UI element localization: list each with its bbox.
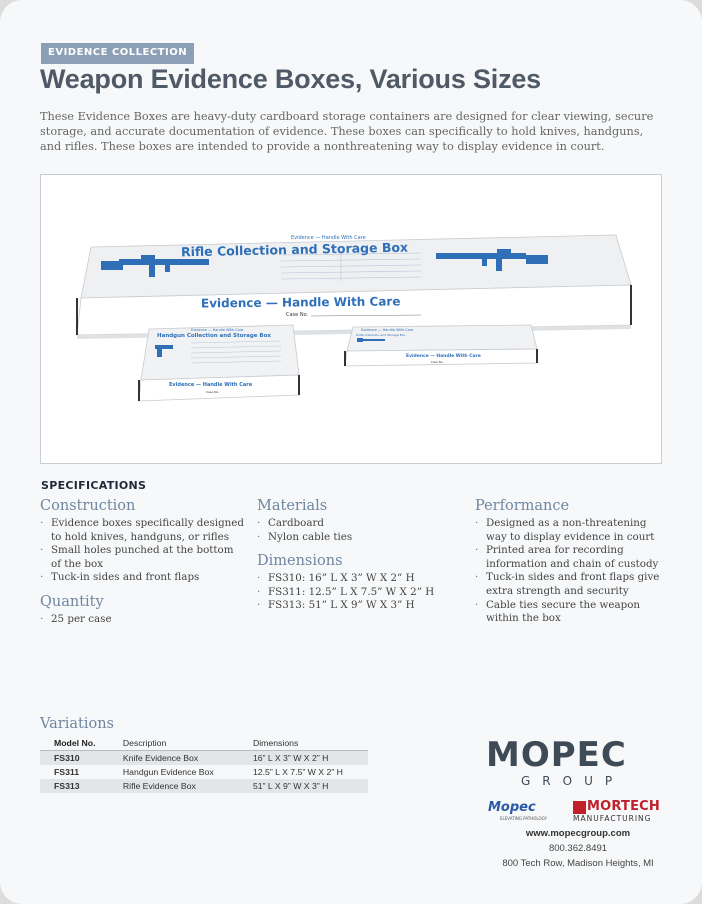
table-cell: Knife Evidence Box xyxy=(109,751,239,766)
table-row xyxy=(40,751,368,766)
list-item: · FS310: 16” L X 3” W X 2” H xyxy=(257,572,467,586)
knife-box-main-label: Evidence — Handle With Care xyxy=(406,354,481,359)
table-row xyxy=(40,765,368,779)
table-cell: Rifle Evidence Box xyxy=(109,779,239,793)
category-tag: EVIDENCE COLLECTION xyxy=(41,43,194,64)
table-cell: 51” L X 9” W X 3” H xyxy=(239,779,368,793)
variations-section xyxy=(40,716,368,793)
mopec-logo-wordmark: MOPEC xyxy=(486,735,627,775)
handgun-box-case-label: Case No. xyxy=(206,390,220,394)
performance-section xyxy=(475,497,670,626)
mopec-group-logo xyxy=(486,735,666,823)
mortech-logo-sub: MANUFACTURING xyxy=(573,814,652,823)
rifle-box-main-label: Evidence — Handle With Care xyxy=(200,294,401,311)
mopec-sub-logo-tagline: ELEVATING PATHOLOGY xyxy=(500,816,547,821)
list-item: · FS313: 51” L X 9” W X 3” H xyxy=(257,599,467,613)
table-cell: FS310 xyxy=(40,751,109,766)
list-item: · Nylon cable ties xyxy=(257,531,467,545)
handgun-box-small-label: Evidence — Handle With Care xyxy=(191,328,244,332)
intro-paragraph: These Evidence Boxes are heavy-duty cardboard storage containers are designed for clear viewing, secure storage, and accurate documentation of evidence. These boxes can specifically to hold knives, handguns, and rifles. These boxes are intended to provide a nonthreatening way to display evidence in court. xyxy=(40,110,654,153)
list-item: · Tuck-in sides and front flaps xyxy=(40,571,245,585)
table-row xyxy=(40,779,368,793)
rifle-box-case-label: Case No. xyxy=(286,312,309,318)
list-item: · Designed as a non-threatening way to display evidence in court xyxy=(475,517,670,544)
column-header: Dimensions xyxy=(239,735,368,751)
table-cell: Handgun Evidence Box xyxy=(122,767,214,777)
construction-list xyxy=(40,517,245,585)
mopec-sub-logo: Mopec xyxy=(488,800,536,815)
rifle-box-small-label: Evidence — Handle With Care xyxy=(291,235,366,241)
list-item: · FS311: 12.5” L X 7.5” W X 2” H xyxy=(257,586,467,600)
knife-box-case-label: Case No. xyxy=(431,360,444,364)
knife-box-small-label: Evidence — Handle With Care xyxy=(361,328,414,332)
quantity-title: Quantity xyxy=(40,593,104,610)
materials-list xyxy=(257,517,467,544)
rifle-box xyxy=(77,235,631,339)
handgun-box-title: Handgun Collection and Storage Box xyxy=(157,333,271,339)
list-item: · Tuck-in sides and front flaps give extra strength and security xyxy=(475,571,670,598)
dimensions-list xyxy=(257,572,467,613)
address: 800 Tech Row, Madison Heights, MI xyxy=(502,858,654,869)
variations-title: Variations xyxy=(40,716,114,732)
mopec-logo-group: GROUP xyxy=(521,774,625,788)
table-cell: 16” L X 3” W X 2” H xyxy=(239,751,368,766)
table-cell: FS311 xyxy=(54,767,80,777)
product-photo xyxy=(40,174,662,464)
construction-title: Construction xyxy=(40,498,136,514)
table-cell: FS313 xyxy=(40,779,109,793)
construction-section xyxy=(40,497,245,627)
mortech-logo-icon xyxy=(573,801,586,814)
list-item: · Cable ties secure the weapon within the box xyxy=(475,599,670,626)
sub-brand-logos xyxy=(486,800,666,826)
dimensions-title: Dimensions xyxy=(257,553,343,570)
specifications-heading: SPECIFICATIONS xyxy=(41,479,147,492)
handgun-box xyxy=(139,325,299,401)
list-item: · Small holes punched at the bottom of the box xyxy=(40,544,245,571)
column-header: Description xyxy=(109,735,239,751)
table-header-row xyxy=(40,735,368,751)
column-header: Model No. xyxy=(40,735,109,751)
list-item: · Printed area for recording information and chain of custody xyxy=(475,544,670,571)
variations-table xyxy=(40,735,368,793)
materials-section xyxy=(257,497,467,613)
materials-title: Materials xyxy=(257,498,328,514)
handgun-box-main-label: Evidence — Handle With Care xyxy=(169,382,253,388)
list-item: · 25 per case xyxy=(40,613,245,627)
knife-box xyxy=(345,325,537,366)
contact-info xyxy=(480,826,676,871)
phone-number: 800.362.8491 xyxy=(548,843,608,854)
website-link[interactable]: www.mopecgroup.com xyxy=(525,828,631,839)
page-title: Weapon Evidence Boxes, Various Sizes xyxy=(40,64,542,94)
list-item: · Cardboard xyxy=(257,517,467,531)
table-cell: 12.5” L X 7.5” W X 2” H xyxy=(252,767,343,777)
rifle-box-title: Rifle Collection and Storage Box xyxy=(180,239,409,260)
quantity-list xyxy=(40,613,245,627)
mortech-logo-wordmark: MORTECH xyxy=(587,799,660,814)
performance-title: Performance xyxy=(475,498,570,514)
performance-list xyxy=(475,517,670,626)
knife-box-subtitle: Knife Collection and Storage Box xyxy=(356,333,406,337)
list-item: · Evidence boxes specifically designed to hold knives, handguns, or rifles xyxy=(40,517,245,544)
